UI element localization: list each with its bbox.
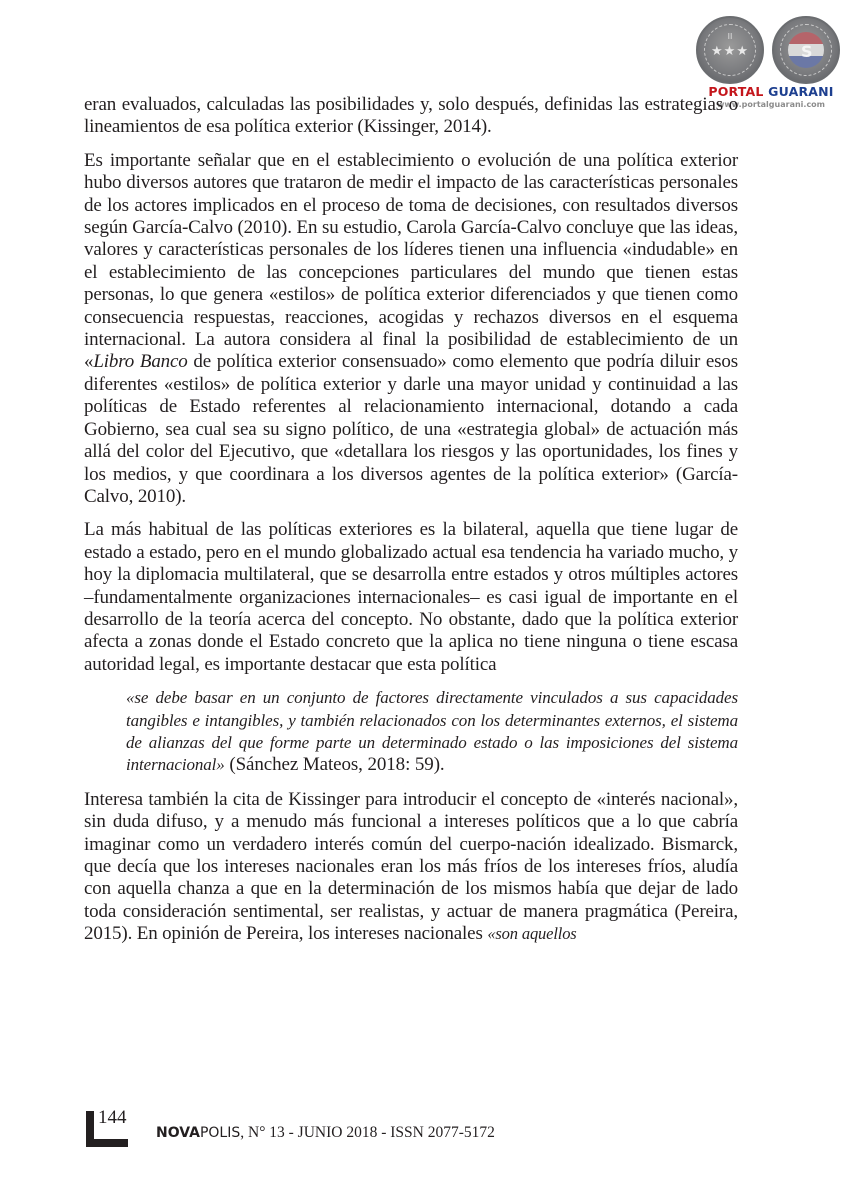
quote-citation: (Sánchez Mateos, 2018: 59). <box>224 754 445 776</box>
page-corner-mark-horizontal <box>86 1139 128 1147</box>
quote-text: «se debe basar en un conjunto de factores directamente vinculados a sus capacidades tangibles e intangibles, y también relacionados con los determinantes externos, el sistema de alianzas del que forme parte un determinado estado o las imposiciones del sistema internacional» <box>126 688 738 775</box>
seal-roman-numeral: II <box>727 32 733 41</box>
paragraph-1: eran evaluados, calculadas las posibilidades y, solo después, definidas las estrategias o lineamientos de esa política exterior (Kissinger, 2014). <box>84 94 738 138</box>
block-quote <box>126 687 738 777</box>
stars-icon: ★★★ <box>711 44 749 59</box>
paragraph-3: La más habitual de las políticas exteriores es la bilateral, aquella que tiene lugar de estado a estado, pero en el mundo globalizado actual esa tendencia ha variado mucho, y hoy la diplomacia multilateral, que se desarrolla entre estados y otros múltiples actores –fundamentalmente organizaciones internacionales– es casi igual de importante en el desarrollo de la teoría acerca del concepto. No obstante, dado que la política exterior afecta a zonas donde el Estado concreto que la aplica no tiene ninguna o tiene escasa autoridad legal, es importante destacar que esta política <box>84 519 738 675</box>
brand-url: www.portalguarani.com <box>716 100 826 109</box>
seal-right-flag-icon <box>772 16 840 84</box>
italic-libro-banco: Libro Banco <box>93 351 188 373</box>
brand-name: PORTAL GUARANI <box>708 84 834 99</box>
paragraph-4: Interesa también la cita de Kissinger para introducir el concepto de «interés nacional», sin duda difuso, y a menudo más funcional a intereses políticos que a lo que cabría imaginar como un verdadero interés común del cuerpo-nación idealizado. Bismarck, que decía que los intereses nacionales eran los más fríos de los intereses fríos, aludía con aquella chanza a que en la determinación de los mismos había que dejar de lado toda consideración sentimental, ser realistas, y actuar de manera pragmática (Pereira, 2015). En opinión de Pereira, los intereses nacionales «son aquellos <box>84 788 738 945</box>
page-number: 144 <box>98 1107 127 1128</box>
article-body <box>84 94 738 957</box>
paraguay-flag-icon: S <box>788 32 824 68</box>
journal-footer: NOVAPOLIS, N° 13 - JUNIO 2018 - ISSN 2077-5172 <box>156 1124 495 1141</box>
seal-left-icon <box>696 16 764 84</box>
paragraph-2: Es importante señalar que en el establecimiento o evolución de una política exterior hubo diversos autores que trataron de medir el impacto de las características personales de los actores implicados en el proceso de toma de decisiones, con resultados diversos según García-Calvo (2010). En su estudio, Carola García-Calvo concluye que las ideas, valores y características personales de los líderes tienen una influencia «indudable» en el establecimiento de las concepciones particulares del mundo que tienen estas personas, lo que genera «estilos» de política exterior diferenciados y que tienen como consecuencia respuestas, reacciones, acogidas y rechazos diversos en el esquema internacional. La autora considera al final la posibilidad de establecimiento de un «Libro Banco de política exterior consensuado» como elemento que podría diluir esos diferentes «estilos» de política exterior y darle una mayor unidad y continuidad a las políticas de Estado referentes al relacionamiento internacional, dotando a cada Gobierno, sea cual sea su signo político, de una «estrategia global» de actuación más allá del color del Ejecutivo, que «detallara los riesgos y las oportunidades, los fines y los medios, y que coordinara a los diversos agentes de la política exterior» (García-Calvo, 2010). <box>84 149 738 507</box>
italic-quote-start: «son aquellos <box>487 924 577 944</box>
